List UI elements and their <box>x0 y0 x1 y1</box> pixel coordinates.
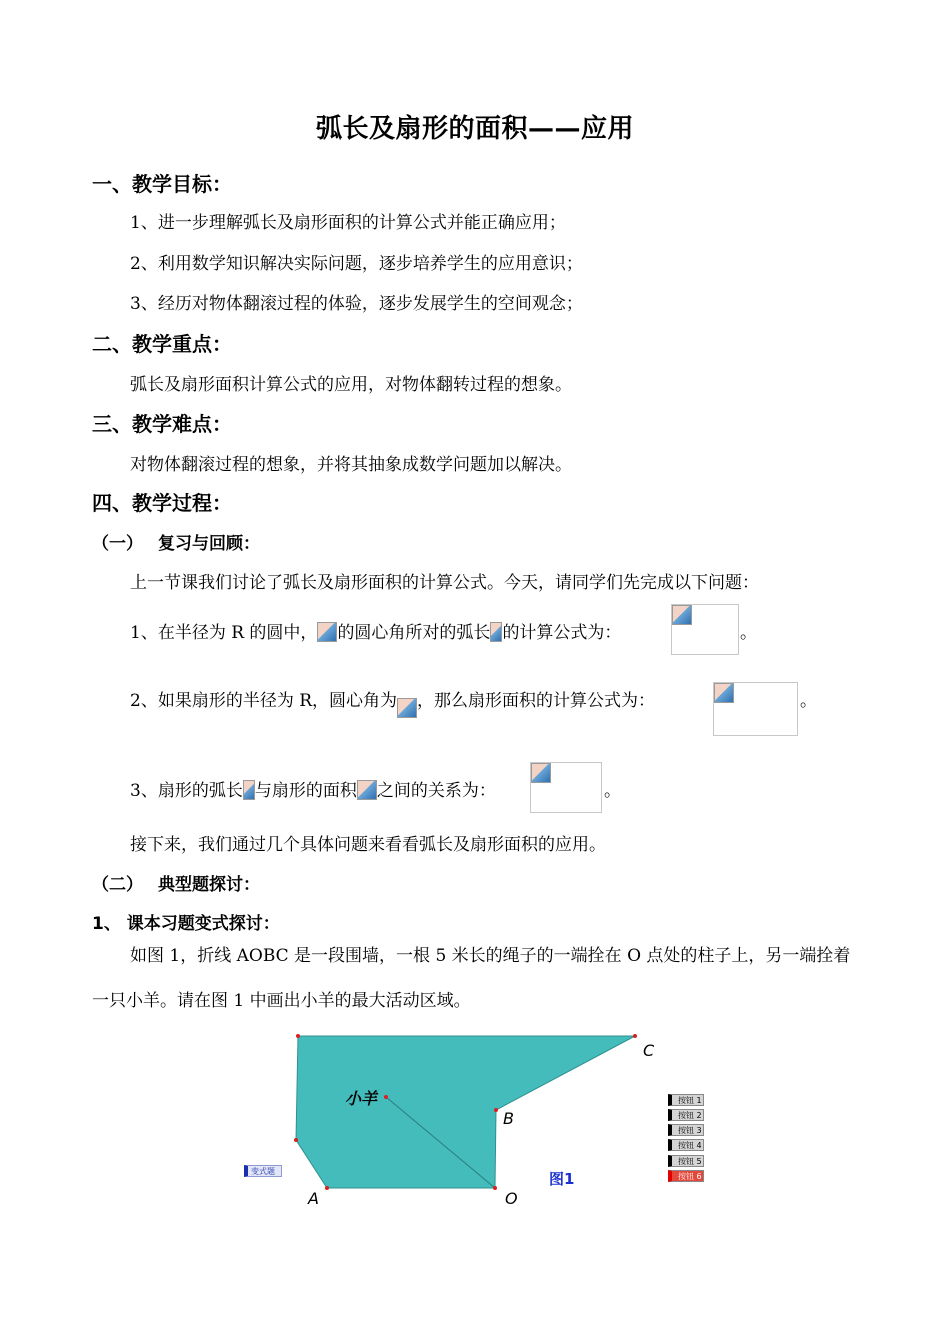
question-2-part-b: ，那么扇形面积的计算公式为： <box>417 691 656 711</box>
goal-item-3: 3、经历对物体翻滚过程的体验，逐步发展学生的空间观念； <box>130 294 583 314</box>
sheep-area-region <box>296 1036 635 1188</box>
figure-caption: 图1 <box>549 1170 575 1188</box>
point-o <box>493 1186 497 1190</box>
figure-button-4[interactable]: 按钮 4 <box>668 1139 704 1151</box>
question-2-end: 。 <box>800 691 817 711</box>
question-1-end: 。 <box>740 623 757 643</box>
figure-button-2[interactable]: 按钮 2 <box>668 1109 704 1121</box>
heading-teaching-process: 四、教学过程： <box>92 491 232 515</box>
label-b: B <box>503 1109 514 1128</box>
goal-item-1: 1、进一步理解弧长及扇形面积的计算公式并能正确应用； <box>130 213 566 233</box>
key-point-text: 弧长及扇形面积计算公式的应用，对物体翻转过程的想象。 <box>130 375 572 395</box>
vertex-point <box>294 1138 298 1142</box>
difficulty-text: 对物体翻滚过程的想象，并将其抽象成数学问题加以解决。 <box>130 455 572 475</box>
figure-button-3[interactable]: 按钮 3 <box>668 1124 704 1136</box>
label-a: A <box>308 1189 319 1208</box>
question-3-part-c: 之间的关系为： <box>376 781 496 801</box>
question-3-end: 。 <box>604 781 621 801</box>
review-heading-number: （一） <box>92 534 143 554</box>
goal-item-2: 2、利用数学知识解决实际问题，逐步培养学生的应用意识； <box>130 254 583 274</box>
figure-button-6[interactable]: 按钮 6 <box>668 1170 704 1182</box>
question-3-part-b: 与扇形的面积 <box>254 781 357 801</box>
label-o: O <box>505 1189 518 1208</box>
review-heading-text: 复习与回顾： <box>158 534 260 554</box>
label-sheep: 小羊 <box>345 1089 378 1108</box>
page-title: 弧长及扇形的面积——应用 <box>315 114 634 144</box>
problem-text: 如图 1，折线 AOBC 是一段围墙，一根 5 米长的绳子的一端拴在 O 点处的柱子上，另一端拴着一只小羊。请在图 1 中画出小羊的最大活动区域。 <box>92 946 851 1011</box>
label-c: C <box>643 1041 655 1060</box>
variant-problem-button[interactable]: 变式题 <box>244 1165 282 1177</box>
vertex-point <box>296 1034 300 1038</box>
sheep-point <box>384 1095 388 1099</box>
question-1-part-c: 的计算公式为： <box>502 623 622 643</box>
question-1-part-a: 1、在半径为 R 的圆中， <box>130 623 318 643</box>
question-1-part-b: 的圆心角所对的弧长 <box>337 623 491 643</box>
heading-difficulty: 三、教学难点： <box>92 412 232 436</box>
figure-button-5[interactable]: 按钮 5 <box>668 1155 704 1167</box>
typical-heading-number: （二） <box>92 875 143 895</box>
heading-key-point: 二、教学重点： <box>92 332 232 356</box>
point-a <box>325 1186 329 1190</box>
question-3-part-a: 3、扇形的弧长 <box>130 781 243 801</box>
point-c <box>633 1034 637 1038</box>
transition-text: 接下来，我们通过几个具体问题来看看弧长及扇形面积的应用。 <box>130 835 606 855</box>
question-2-part-a: 2、如果扇形的半径为 R，圆心角为 <box>130 691 398 711</box>
exercise-subheading: 1、 课本习题变式探讨： <box>92 914 280 934</box>
figure-button-1[interactable]: 按钮 1 <box>668 1094 704 1106</box>
typical-heading-text: 典型题探讨： <box>158 875 260 895</box>
heading-teaching-goals: 一、教学目标： <box>92 172 232 196</box>
point-b <box>494 1108 498 1112</box>
review-intro: 上一节课我们讨论了弧长及扇形面积的计算公式。今天，请同学们先完成以下问题： <box>130 573 759 593</box>
